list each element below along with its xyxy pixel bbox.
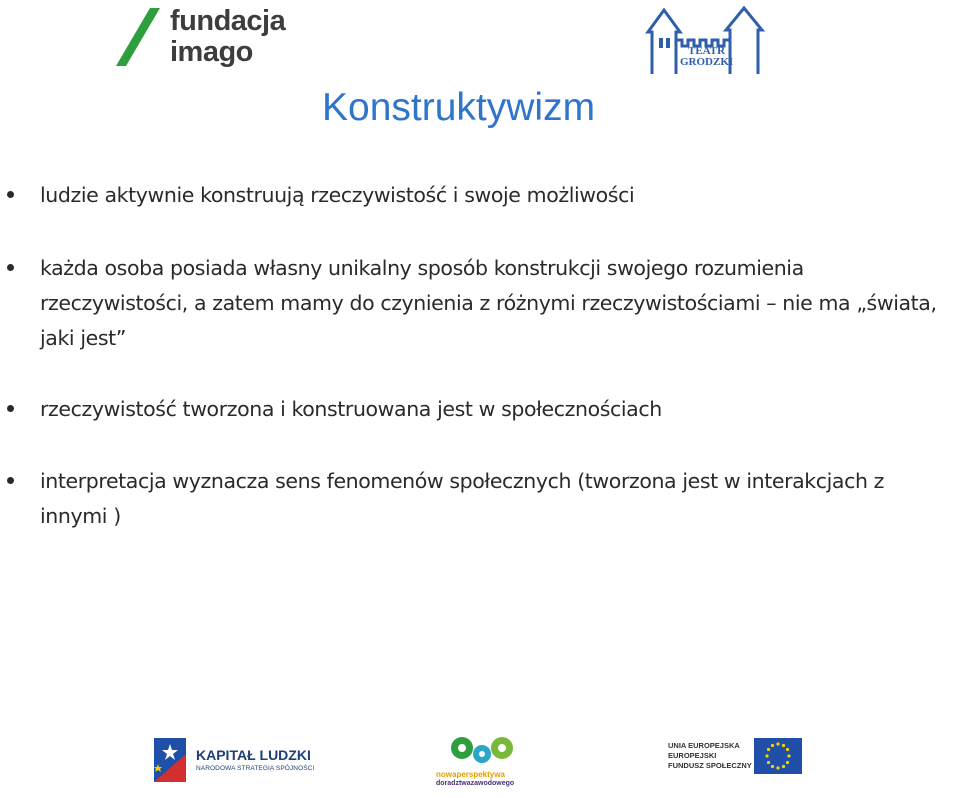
grodzki-line: GRODZKI	[680, 56, 734, 68]
logo-line2: imago	[170, 36, 253, 68]
eu-line2: EUROPEJSKI	[668, 751, 717, 760]
logo-line1: fundacja	[170, 5, 286, 37]
teatr-line: TEATR	[688, 45, 726, 57]
bullet-text: każda osoba posiada własny unikalny sposób konstrukcji swojego rozumienia rzeczywistości, a zatem mamy do czynienia z różnymi rzeczywistościami – nie ma „świata, jaki jest”	[40, 256, 937, 350]
bullet-text: ludzie aktywnie konstruują rzeczywistość i swoje możliwości	[40, 183, 635, 207]
bullet-dot-icon	[7, 264, 14, 271]
bullet-item-1	[40, 178, 945, 213]
kapital-ludzki-sub: NARODOWA STRATEGIA SPÓJNOŚCI	[196, 765, 315, 772]
teatr-grodzki-wordmark	[680, 46, 733, 68]
bullet-item-2	[40, 251, 945, 356]
bullet-dot-icon	[7, 191, 14, 198]
fundacja-imago-logo	[112, 6, 312, 76]
bullet-dot-icon	[7, 477, 14, 484]
eu-text-block	[668, 741, 752, 771]
bullet-item-3	[40, 392, 945, 427]
eu-line3: FUNDUSZ SPOŁECZNY	[668, 761, 752, 770]
bullet-text: rzeczywistość tworzona i konstruowana jest w społecznościach	[40, 397, 662, 421]
logo-slash-icon	[112, 6, 162, 68]
gears-icon	[448, 732, 518, 770]
kapital-ludzki-flag-icon	[150, 734, 190, 786]
kapital-ludzki-name: KAPITAŁ LUDZKI	[196, 747, 311, 763]
bullet-item-4	[40, 464, 945, 534]
eu-line1: UNIA EUROPEJSKA	[668, 741, 740, 750]
eu-flag-icon	[754, 738, 802, 774]
nowa-perspektywa-line1: nowaperspektywa	[436, 770, 505, 779]
nowa-perspektywa-line2: doradztwazawodowego	[436, 780, 515, 787]
bullet-dot-icon	[7, 405, 14, 412]
bullet-text: interpretacja wyznacza sens fenomenów społecznych (tworzona jest w interakcjach z innymi )	[40, 469, 885, 528]
slide-title: Konstruktywizm	[322, 86, 596, 129]
